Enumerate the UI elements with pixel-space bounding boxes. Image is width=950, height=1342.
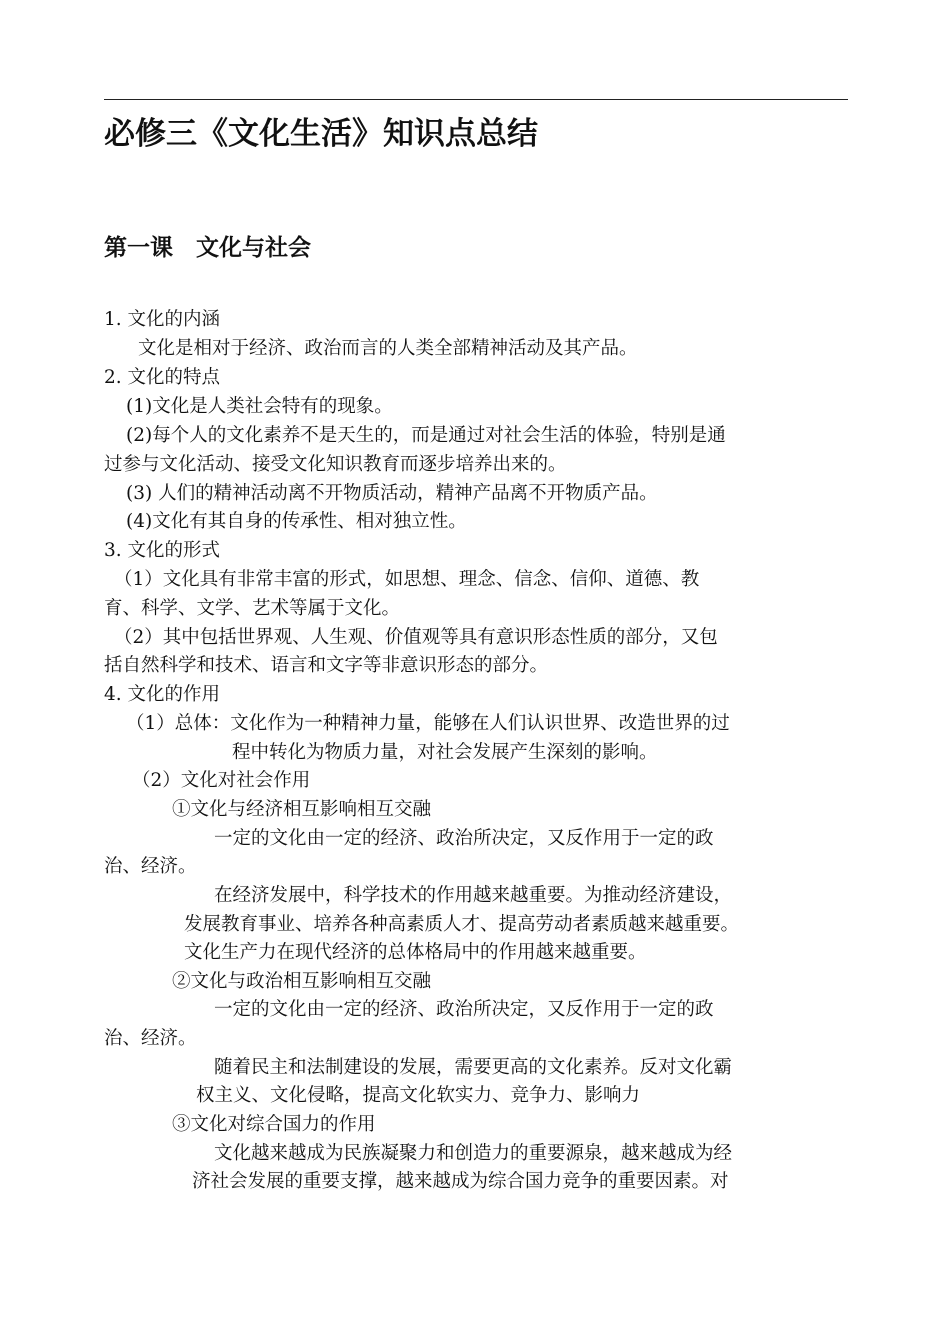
- paragraph-line: 文化生产力在现代经济的总体格局中的作用越来越重要。: [184, 942, 647, 963]
- paragraph-line: 在经济发展中，科学技术的作用越来越重要。为推动经济建设，: [214, 885, 733, 906]
- paragraph-line: 一定的文化由一定的经济、政治所决定，又反作用于一定的政: [214, 828, 714, 849]
- paragraph-line: 文化是相对于经济、政治而言的人类全部精神活动及其产品。: [138, 338, 638, 359]
- paragraph-line: (4)文化有其自身的传承性、相对独立性。: [126, 511, 467, 532]
- paragraph-line: 程中转化为物质力量，对社会发展产生深刻的影响。: [232, 742, 658, 763]
- section-heading-4: 4. 文化的作用: [104, 684, 221, 705]
- paragraph-line: 随着民主和法制建设的发展，需要更高的文化素养。反对文化霸: [214, 1057, 733, 1078]
- lesson-heading: 第一课 文化与社会: [104, 235, 311, 261]
- paragraph-line: (1)文化是人类社会特有的现象。: [126, 396, 393, 417]
- paragraph-line: (3) 人们的精神活动离不开物质活动，精神产品离不开物质产品。: [126, 483, 658, 504]
- paragraph-line: 治、经济。: [104, 856, 197, 877]
- paragraph-line: 育、科学、文学、艺术等属于文化。: [104, 598, 401, 619]
- subsection-item-2: ②文化与政治相互影响相互交融: [172, 971, 432, 992]
- section-heading-1: 1. 文化的内涵: [104, 309, 221, 330]
- paragraph-line: 一定的文化由一定的经济、政治所决定，又反作用于一定的政: [214, 999, 714, 1020]
- paragraph-line: 权主义、文化侵略，提高文化软实力、竞争力、影响力: [196, 1085, 641, 1106]
- paragraph-line: （1）文化具有非常丰富的形式，如思想、理念、信念、信仰、道德、教: [114, 569, 700, 590]
- paragraph-line: 括自然科学和技术、语言和文字等非意识形态的部分。: [104, 655, 549, 676]
- paragraph-line: （2）其中包括世界观、人生观、价值观等具有意识形态性质的部分，又包: [114, 627, 718, 648]
- paragraph-line: 文化越来越成为民族凝聚力和创造力的重要源泉，越来越成为经: [214, 1143, 733, 1164]
- paragraph-line: 发展教育事业、培养各种高素质人才、提高劳动者素质越来越重要。: [184, 914, 740, 935]
- paragraph-line: 过参与文化活动、接受文化知识教育而逐步培养出来的。: [104, 454, 567, 475]
- paragraph-line: 济社会发展的重要支撑，越来越成为综合国力竞争的重要因素。对: [192, 1171, 729, 1192]
- section-heading-3: 3. 文化的形式: [104, 540, 221, 561]
- header-rule: [104, 99, 848, 100]
- paragraph-line: 治、经济。: [104, 1028, 197, 1049]
- subsection-item-3: ③文化对综合国力的作用: [172, 1114, 376, 1135]
- paragraph-line: (2)每个人的文化素养不是天生的，而是通过对社会生活的体验，特别是通: [126, 425, 726, 446]
- subsection-item-1: ①文化与经济相互影响相互交融: [172, 799, 432, 820]
- section-heading-2: 2. 文化的特点: [104, 367, 221, 388]
- paragraph-line: （1）总体：文化作为一种精神力量，能够在人们认识世界、改造世界的过: [126, 713, 730, 734]
- subsection-heading: （2）文化对社会作用: [132, 770, 311, 791]
- document-title: 必修三《文化生活》知识点总结: [104, 116, 538, 152]
